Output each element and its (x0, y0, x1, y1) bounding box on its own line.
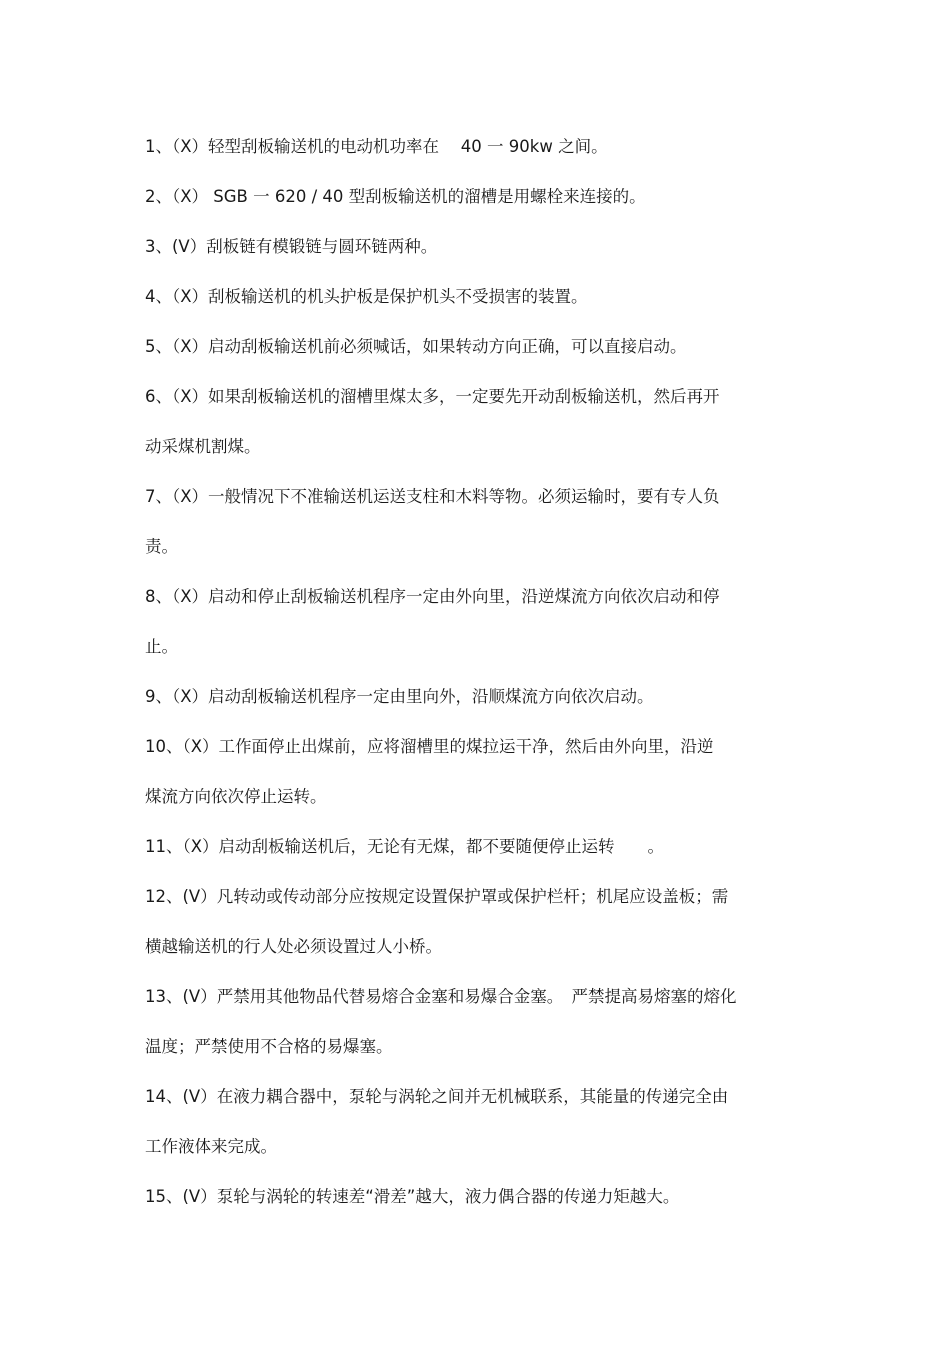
text-line-5: 5、（X）启动刮板输送机前必须喊话，如果转动方向正确，可以直接启动。 (145, 337, 687, 356)
question-list (145, 122, 805, 1222)
text-line-17: 横越输送机的行人处必须设置过人小桥。 (145, 937, 442, 956)
text-line-22: 15、(V）泵轮与涡轮的转速差“滑差”越大，液力偶合器的传递力矩越大。 (145, 1187, 680, 1206)
text-line-14: 煤流方向依次停止运转。 (145, 787, 327, 806)
text-line-3: 3、(V）刮板链有模锻链与圆环链两种。 (145, 237, 438, 256)
text-line-6: 6、（X）如果刮板输送机的溜槽里煤太多，一定要先开动刮板输送机，然后再开 (145, 387, 720, 406)
text-line-1: 1、（X）轻型刮板输送机的电动机功率在 40 一 90kw 之间。 (145, 137, 608, 156)
text-line-15: 11、（X）启动刮板输送机后，无论有无煤，都不要随便停止运转 。 (145, 837, 665, 856)
text-line-21: 工作液体来完成。 (145, 1137, 277, 1156)
text-line-11: 止。 (145, 637, 178, 656)
text-line-13: 10、（X）工作面停止出煤前，应将溜槽里的煤拉运干净，然后由外向里，沿逆 (145, 737, 714, 756)
text-line-9: 责。 (145, 537, 178, 556)
text-line-18: 13、(V）严禁用其他物品代替易熔合金塞和易爆合金塞。 严禁提高易熔塞的熔化 (145, 987, 737, 1006)
text-line-19: 温度；严禁使用不合格的易爆塞。 (145, 1037, 393, 1056)
text-line-7: 动采煤机割煤。 (145, 437, 261, 456)
text-line-12: 9、（X）启动刮板输送机程序一定由里向外，沿顺煤流方向依次启动。 (145, 687, 654, 706)
text-line-2: 2、（X） SGB 一 620 / 40 型刮板输送机的溜槽是用螺栓来连接的。 (145, 187, 646, 206)
text-line-20: 14、(V）在液力耦合器中，泵轮与涡轮之间并无机械联系，其能量的传递完全由 (145, 1087, 729, 1106)
text-line-10: 8、（X）启动和停止刮板输送机程序一定由外向里，沿逆煤流方向依次启动和停 (145, 587, 720, 606)
text-line-4: 4、（X）刮板输送机的机头护板是保护机头不受损害的装置。 (145, 287, 588, 306)
text-line-8: 7、（X）一般情况下不准输送机运送支柱和木料等物。必须运输时，要有专人负 (145, 487, 720, 506)
text-line-16: 12、(V）凡转动或传动部分应按规定设置保护罩或保护栏杆；机尾应设盖板；需 (145, 887, 729, 906)
